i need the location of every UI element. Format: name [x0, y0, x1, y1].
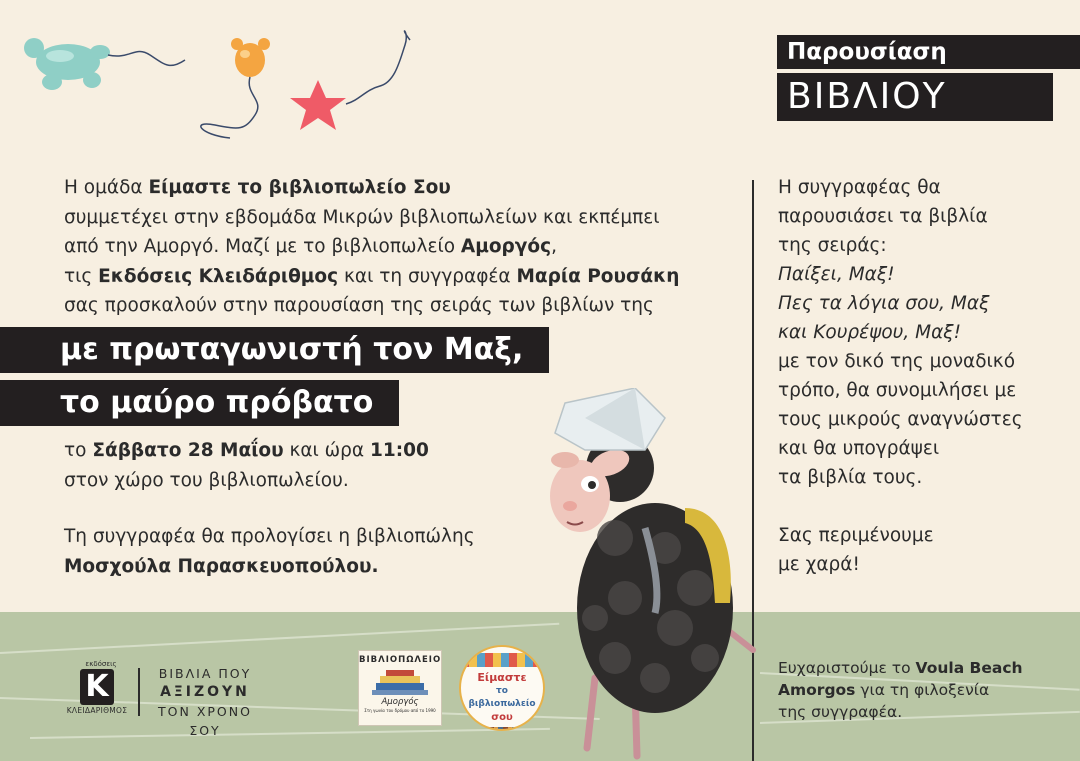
shop-name: Αμοργός	[381, 697, 419, 707]
bookshop-amorgos-logo	[358, 650, 442, 726]
thanks-line-2: Amorgos για τη φιλοξενία	[778, 681, 990, 699]
right-line: με τον δικό της μοναδικό	[778, 351, 1016, 372]
right-line: με χαρά!	[778, 554, 860, 575]
preface-line-1: Τη συγγραφέα θα προλογίσει η βιβλιοπώλης	[64, 526, 475, 547]
publisher-logo-top: εκδόσεις	[85, 660, 117, 668]
preface-line-2: Μοσχούλα Παρασκευοπούλου.	[64, 555, 379, 577]
shop2-line-1: Είμαστε	[477, 671, 527, 684]
title-band-2: το μαύρο πρόβατο	[0, 380, 399, 426]
turtle-balloon-icon	[24, 38, 110, 90]
right-line: και θα υπογράψει	[778, 438, 940, 459]
event-date-line: το Σάββατο 28 Μαΐου και ώρα 11:00	[64, 440, 429, 461]
thanks-line-3: της συγγραφέα.	[778, 703, 903, 721]
intro-line-3: από την Αμοργό. Μαζί με το βιβλιοπωλείο Αμοργός,	[64, 236, 557, 257]
publisher-logo-name: ΚΛΕΙΔΑΡΙΘΜΟΣ	[66, 706, 128, 715]
right-line: τους μικρούς αναγνώστες	[778, 409, 1023, 430]
slogan-line-2: ΑΞΙΖΟΥΝ	[160, 684, 250, 700]
intro-line-5: σας προσκαλούν στην παρουσίαση της σειράς των βιβλίων της	[64, 295, 654, 316]
star-balloon-icon	[290, 80, 346, 130]
shop2-line-2: το βιβλιοπωλείο	[468, 686, 536, 709]
right-line: τρόπο, θα συνομιλήσει με	[778, 380, 1017, 401]
book-title-1: Παίξει, Μαξ!	[778, 264, 895, 285]
black-sheep-illustration	[525, 388, 765, 761]
key-icon: K	[80, 669, 114, 705]
book-title-3: και Κουρέψου, Μαξ!	[778, 322, 962, 343]
intro-line-2: συμμετέχει στην εβδομάδα Μικρών βιβλιοπωλείων και εκπέμπει	[64, 206, 660, 228]
slogan-line-1: ΒΙΒΛΙΑ ΠΟΥ	[158, 666, 252, 681]
orange-balloon-icon	[231, 38, 270, 77]
intro-text	[64, 173, 754, 321]
right-line: της σειράς:	[778, 235, 887, 256]
books-stack-icon	[370, 667, 430, 697]
right-line: Σας περιμένουμε	[778, 525, 934, 546]
right-line: τα βιβλία τους.	[778, 467, 923, 488]
thanks-note	[778, 657, 1023, 723]
slogan-line-3: ΤΟΝ ΧΡΟΝΟ ΣΟΥ	[158, 704, 252, 738]
header-book: ΒΙΒΛΙΟΥ	[777, 73, 1053, 121]
shop-tagline: Στη γωνία του δρόμου από το 1990	[364, 708, 436, 713]
preface-info	[64, 522, 475, 581]
event-location-line: στον χώρο του βιβλιοπωλείου.	[64, 469, 349, 491]
intro-line-1: Η ομάδα Είμαστε το βιβλιοπωλείο Σου	[64, 177, 451, 198]
right-line: Η συγγραφέας θα	[778, 177, 941, 198]
intro-line-4: τις Εκδόσεις Κλειδάριθμος και τη συγγραφέα Μαρία Ρουσάκη	[64, 265, 680, 287]
event-info	[64, 436, 429, 495]
thanks-line-1: Ευχαριστούμε το Voula Beach	[778, 659, 1023, 677]
header-presentation: Παρουσίαση	[777, 35, 1080, 69]
right-column-text	[778, 173, 1078, 579]
publisher-logo	[62, 660, 132, 722]
right-line: παρουσιάσει τα βιβλία	[778, 206, 988, 227]
logo-separator	[138, 668, 140, 716]
shop2-line-3: σου	[491, 712, 513, 723]
book-title-2: Πες τα λόγια σου, Μαξ	[778, 293, 990, 314]
title-band-1: με πρωταγωνιστή τον Μαξ,	[0, 327, 549, 373]
publisher-slogan	[150, 664, 260, 740]
shop-title: ΒΙΒΛΙΟΠΩΛΕΙΟ	[359, 655, 442, 665]
balloons-illustration	[0, 0, 470, 160]
